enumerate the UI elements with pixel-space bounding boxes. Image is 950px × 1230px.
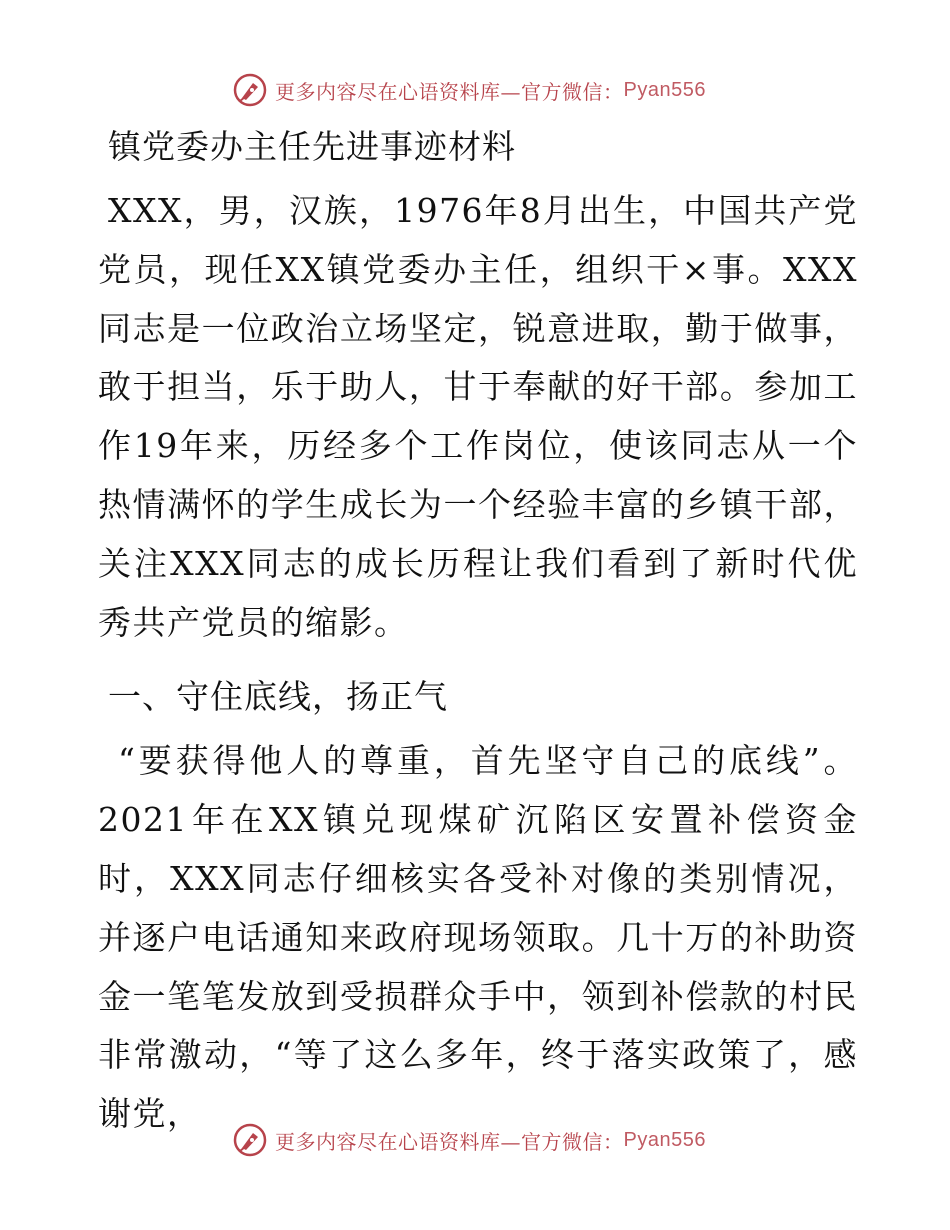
section-paragraph: “要获得他人的尊重，首先坚守自己的底线”。2021年在XX镇兑现煤矿沉陷区安置补偿资金时，XXX同志仔细核实各受补对像的类别情况，并逐户电话通知来政府现场领取。几十万的补助资金一笔笔发放到受损群众手中，领到补偿款的村民非常激动，“等了这么多年，终于落实政策了，感谢党， [98, 741, 858, 1134]
watermark-banner-top [233, 70, 706, 110]
watermark-wechat-id: Pyan556 [623, 1128, 706, 1151]
intro-paragraph: XXX，男，汉族，1976年8月出生，中国共产党党员，现任XX镇党委办主任，组织干×事。XXX同志是一位政治立场坚定，锐意进取，勤于做事，敢于担当，乐于助人，甘于奉献的好干部。参加工作19年来，历经多个工作岗位，使该同志从一个热情满怀的学生成长为一个经验丰富的乡镇干部，关注XXX同志的成长历程让我们看到了新时代优秀共产党员的缩影。 [98, 191, 858, 642]
pen-nib-logo-icon [233, 1123, 267, 1157]
pen-nib-logo-icon [233, 73, 267, 107]
section-heading: 一、守住底线，扬正气 [108, 677, 448, 717]
document-body [98, 116, 858, 1144]
document-title: 镇党委办主任先进事迹材料 [108, 127, 516, 166]
watermark-text: 更多内容尽在心语资料库—官方微信： [275, 79, 624, 104]
watermark-text: 更多内容尽在心语资料库—官方微信： [275, 1129, 624, 1154]
watermark-wechat-id: Pyan556 [623, 78, 706, 101]
watermark-banner-bottom [233, 1120, 706, 1160]
